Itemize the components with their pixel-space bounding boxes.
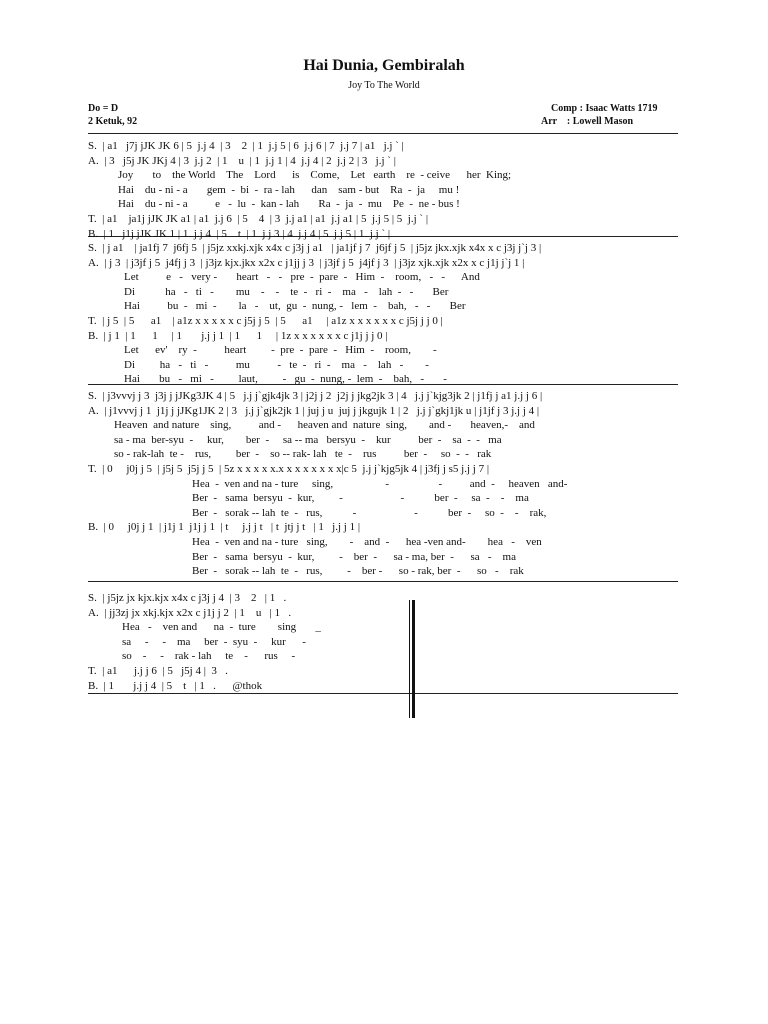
song-subtitle: Joy To The World (348, 80, 420, 91)
notation-line: S. | a1 j7j jJK JK 6 | 5 j.j 4 | 3 2 | 1 j.j 5 | 6 j.j 6 | 7 j.j 7 | a1 j.j ` | (88, 140, 404, 152)
notation-line: sa - - ma ber - syu - kur - (122, 635, 306, 648)
notation-line: Hea - ven and na - ture sing, - - and - heaven and- (192, 477, 568, 490)
notation-line: Ber - sama bersyu - kur, - ber - sa - ma, ber - sa - ma (192, 550, 516, 563)
notation-line: Let ev' ry - heart - pre - pare - Him - room, - (124, 344, 437, 357)
notation-line: S. | j5jz jx kjx.kjx x4x c j3j j 4 | 3 2 | 1 . (88, 592, 287, 604)
time-signature: 2 Ketuk, 92 (88, 116, 138, 127)
notation-line: Hea - ven and na - ture sing, - and - hea -ven and- hea - ven (192, 536, 542, 548)
notation-line: sa - ma ber-syu - kur, ber - sa -- ma bersyu - kur ber - sa - - ma (114, 433, 502, 446)
notation-line: Di ha - ti - mu - te - ri - ma - lah - - (124, 358, 429, 371)
notation-line: A. | j1vvvj j 1 j1j j jJKg1JK 2 | 3 j.j j`gjk2jk 1 | juj j u juj j jkgujk 1 | 2 j.j j`gkj1jk u | j1jf j 3 j.j j 4 | (88, 404, 540, 417)
notation-line: Di ha - ti - mu - - te - ri - ma - lah - - Ber (124, 285, 449, 298)
notation-line: T. | 0 j0j j 5 | j5j 5 j5j j 5 | 5z x x x x x.x x x x x x x x|c 5 j.j j`kjg5jk 4 | j3fj j s5 j.j j 7 | (88, 463, 490, 475)
arranger: Arr : Lowell Mason (541, 116, 634, 127)
notation-line: Let e - very - heart - - pre - pare - Him - room, - - And (124, 271, 480, 284)
song-title: Hai Dunia, Gembiralah (303, 57, 465, 74)
notation-line: B. | 1 j.j j 4 | 5 t | 1 . @thok (88, 679, 263, 692)
notation-line: A. | jj3zj jx xkj.kjx x2x c j1j j 2 | 1 u | 1 . (88, 606, 292, 619)
notation-line: so - rak-lah te - rus, ber - so -- rak- lah te - rus ber - so - - rak (114, 448, 492, 461)
notation-line: Hai bu - mi - laut, - gu - nung, - lem - bah, - - (124, 373, 447, 386)
notation-line: Heaven and nature sing, and - heaven and nature sing, and - heaven,- and (114, 419, 535, 432)
final-barline-thick (412, 600, 415, 718)
notation-line: S. | j a1 | ja1fj 7 j6fj 5 | j5jz xxkj.xjk x4x c j3j j a1 | ja1jf j 7 j6jf j 5 | j5jz jkx.xjk x4x x c j3j j`j 3 | (88, 242, 542, 254)
composer: Comp : Isaac Watts 1719 (551, 103, 658, 114)
notation-line: S. | j3vvvj j 3 j3j j jJKg3JK 4 | 5 j.j j`gjk4jk 3 | j2j j 2 j2j j jkg2jk 3 | 4 j.j j`kjg3jk 2 | j1fj j a1 j.j j 6 | (88, 390, 543, 402)
notation-line: A. | j 3 | j3jf j 5 j4fj j 3 | j3jz kjx.jkx x2x c j1jj j 3 | j3jf j 5 j4jf j 3 | j3jz xjk.xjk x2x x c j1j j`j 1 | (88, 256, 525, 269)
notation-line: B. | j 1 | 1 1 | 1 j.j j 1 | 1 1 | 1z x x x x x x c j1j j j 0 | (88, 329, 388, 342)
notation-line: Ber - sorak -- lah te - rus, - ber - so - rak, ber - so - rak (192, 565, 524, 578)
divider-top (88, 133, 678, 134)
divider-3 (88, 581, 678, 582)
notation-line: T. | a1 ja1j jJK JK a1 | a1 j.j 6 | 5 4 | 3 j.j a1 | a1 j.j a1 | 5 j.j 5 | 5 j.j ` | (88, 213, 429, 225)
key-signature: Do = D (88, 103, 119, 114)
divider-bottom (88, 693, 678, 694)
notation-line: Hai du - ni - a gem - bi - ra - lah dan sam - but Ra - ja mu ! (118, 183, 460, 196)
notation-line: B. | 0 j0j j 1 | j1j 1 j1j j 1 | t j.j j t | t jtj j t | 1 j.j j 1 | (88, 521, 361, 534)
notation-line: A. | 3 j5j JK JKj 4 | 3 j.j 2 | 1 u | 1 j.j 1 | 4 j.j 4 | 2 j.j 2 | 3 j.j ` | (88, 154, 396, 167)
notation-line: Ber - sorak -- lah te - rus, - - ber - so - - rak, (192, 506, 547, 519)
notation-line: B. | 1 j1j jJK JK 1 | 1 j.j 4 | 5 t | 1 j.j 3 | 4 j.j 4 | 5 j.j 5 | 1 j.j ` | (88, 227, 391, 240)
notation-line: T. | a1 j.j j 6 | 5 j5j 4 | 3 . (88, 665, 228, 677)
notation-line: Joy to the World The Lord is Come, Let earth re - ceive her King; (118, 169, 512, 182)
final-barline-thin (409, 600, 410, 718)
notation-line: T. | j 5 | 5 a1 | a1z x x x x x c j5j j 5 | 5 a1 | a1z x x x x x x c j5j j j 0 | (88, 315, 443, 327)
notation-line: Hai du - ni - a e - lu - kan - lah Ra - ja - mu Pe - ne - bus ! (118, 198, 460, 211)
notation-line: Ber - sama bersyu - kur, - - ber - sa - - ma (192, 492, 529, 505)
notation-line: Hea - ven and na - ture sing _ (122, 621, 321, 634)
notation-line: Hai bu - mi - la - ut, gu - nung, - lem - bah, - - Ber (124, 300, 466, 313)
notation-line: so - - rak - lah te - rus - (122, 650, 296, 663)
